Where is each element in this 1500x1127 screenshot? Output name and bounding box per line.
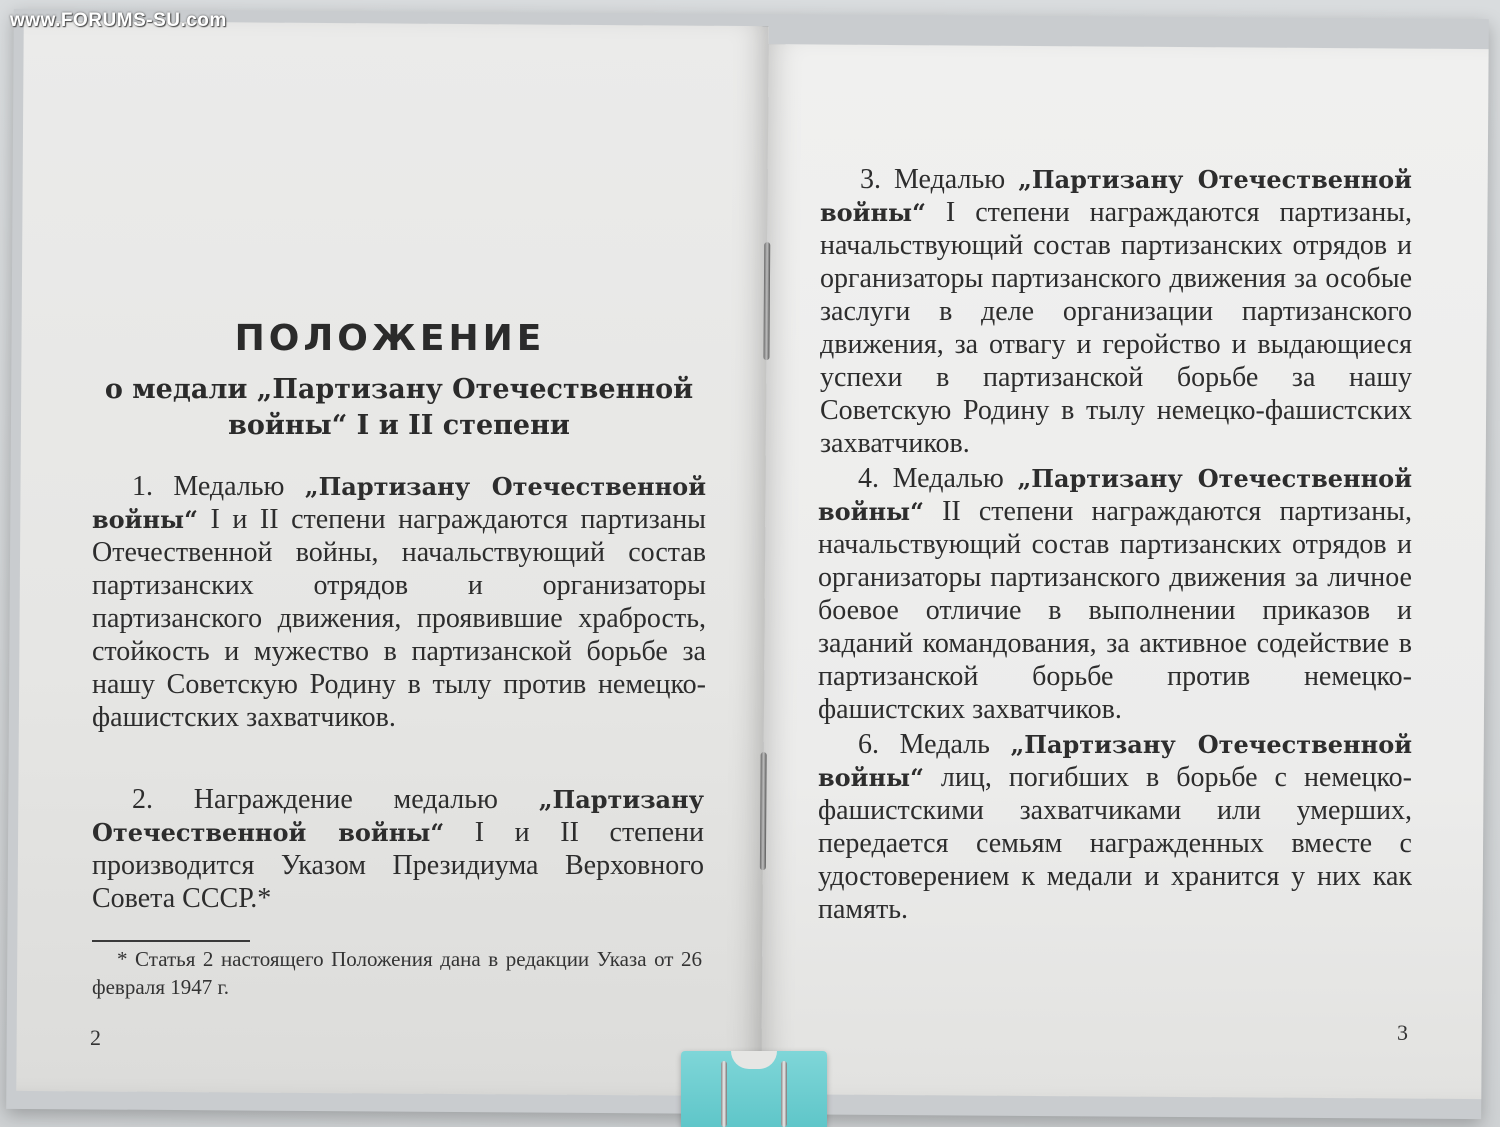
staple-bottom (760, 752, 767, 870)
article-4-text: II степени награждаются партизаны, начальствующий состав партизанских отрядов и организаторы партизанского движения за личное боевое отличие в выполнении приказов и заданий командования, за активное содействие в партизанской борьбе против немецко-фашистских захватчиков. (818, 496, 1412, 725)
document-subtitle: о медали „Партизану Отечественной войны“ I и II степени (104, 374, 694, 441)
article-3 (820, 163, 1412, 460)
footnote-text: * Статья 2 настоящего Положения дана в редакции Указа от 26 февраля 1947 г. (92, 947, 702, 999)
article-3-medal-name: „Партизану Отечественной войны“ (820, 165, 1412, 227)
article-1-medal-name: „Партизану Отечественной войны“ (92, 472, 706, 534)
document-title: ПОЛОЖЕНИЕ (234, 318, 546, 359)
article-6-medal-name: „Партизану Отечественной войны“ (818, 730, 1412, 792)
page-number-right: 3 (1397, 1020, 1408, 1045)
article-2-lead: 2. Награждение медалью (132, 784, 539, 815)
footnote (92, 945, 702, 1001)
article-1-text: I и II степени награждаются партизаны Отечественной войны, начальствующий состав партизанских отрядов и организаторы партизанского движения, проявившие храбрость, стойкость и мужество в партизанской борьбе за нашу Советскую Родину в тылу против немецко-фашистских захватчиков. (92, 504, 706, 733)
page-number-left: 2 (90, 1025, 101, 1050)
article-3-text: I степени награждаются партизаны, начальствующий состав партизанских отрядов и организаторы партизанского движения за особые заслуги в деле организации партизанского движения, за отвагу и геройство и выдающиеся успехи в партизанской борьбе за нашу Советскую Родину в тылу немецко-фашистских захватчиков. (820, 197, 1412, 459)
article-2 (92, 783, 704, 915)
binder-clip-wire-left (721, 1061, 727, 1127)
binder-clip-wire-right (781, 1061, 787, 1127)
article-4-medal-name: „Партизану Отечественной войны“ (818, 464, 1412, 526)
article-3-lead: 3. Медалью (860, 164, 1019, 195)
article-4-lead: 4. Медалью (858, 463, 1018, 494)
article-4 (818, 462, 1412, 726)
watermark: www.FORUMS-SU.com (10, 10, 227, 31)
article-6-lead: 6. Медаль (858, 729, 1011, 760)
article-6 (818, 728, 1412, 926)
article-1-lead: 1. Медалью (132, 471, 305, 502)
binder-clip (681, 1051, 827, 1127)
footnote-divider (92, 940, 250, 942)
article-2-text: I и II степени производится Указом Президиума Верховного Совета СССР.* (92, 817, 704, 914)
article-6-text: лиц, погибших в борьбе с немецко-фашистскими захватчиками или умерших, передается семьям награжденных вместе с удостоверением к медали и хранится у них как память. (818, 762, 1412, 925)
binder-clip-notch (731, 1051, 777, 1069)
article-2-medal-name: „Партизану Отечественной войны“ (92, 785, 704, 847)
article-1 (92, 470, 706, 734)
